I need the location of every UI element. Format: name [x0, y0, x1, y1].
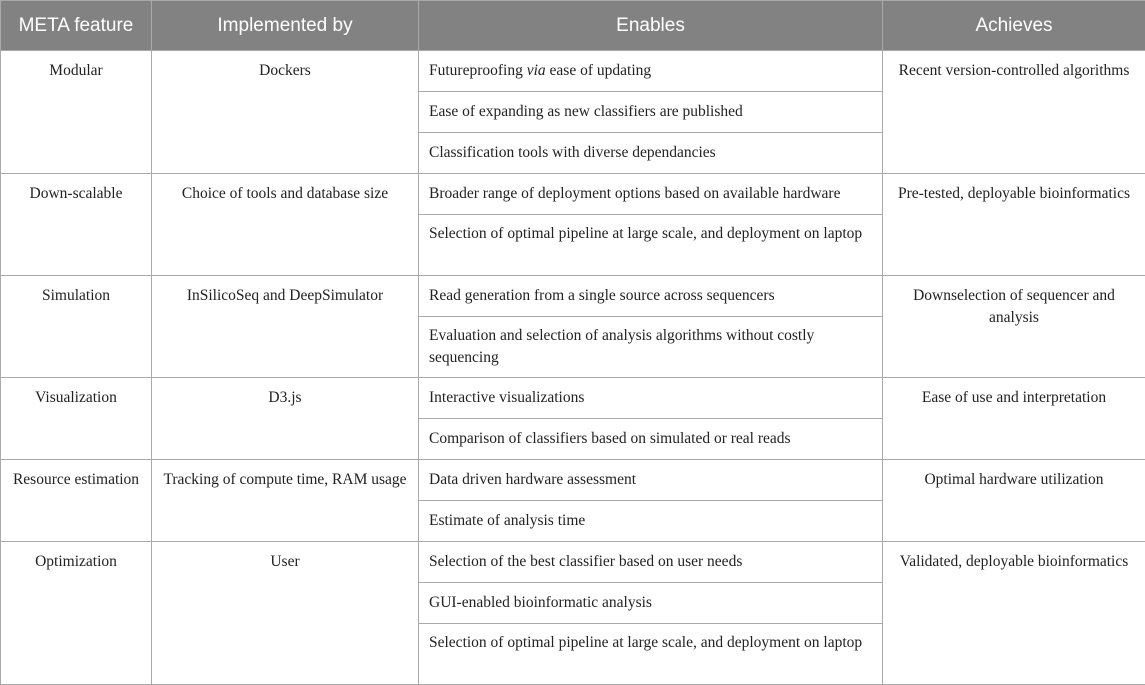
feature-cell: Optimization	[1, 542, 152, 685]
implemented-by-cell: Dockers	[152, 51, 419, 174]
achieves-cell: Optimal hardware utilization	[883, 460, 1145, 542]
enables-cell	[419, 51, 883, 92]
implemented-by-cell: Choice of tools and database size	[152, 174, 419, 276]
header-enables: Enables	[419, 1, 883, 51]
table-header	[1, 1, 1145, 51]
enables-cell: Selection of the best classifier based on user needs	[419, 542, 883, 583]
enables-cell: Selection of optimal pipeline at large scale, and deployment on laptop	[419, 215, 883, 276]
enables-cell: Comparison of classifiers based on simulated or real reads	[419, 419, 883, 460]
table-row	[1, 378, 1145, 419]
header-row	[1, 1, 1145, 51]
implemented-by-cell: User	[152, 542, 419, 685]
table-row	[1, 51, 1145, 92]
feature-cell: Simulation	[1, 276, 152, 378]
enables-cell: Data driven hardware assessment	[419, 460, 883, 501]
table-row	[1, 542, 1145, 583]
achieves-cell: Recent version-controlled algorithms	[883, 51, 1145, 174]
enables-cell: Selection of optimal pipeline at large scale, and deployment on laptop	[419, 624, 883, 685]
header-achieves: Achieves	[883, 1, 1145, 51]
enables-cell: GUI-enabled bioinformatic analysis	[419, 583, 883, 624]
enables-cell: Estimate of analysis time	[419, 501, 883, 542]
enables-cell: Classification tools with diverse dependancies	[419, 133, 883, 174]
enables-cell: Interactive visualizations	[419, 378, 883, 419]
table-row	[1, 460, 1145, 501]
achieves-cell: Validated, deployable bioinformatics	[883, 542, 1145, 685]
enables-text: Futureproofing	[429, 62, 527, 79]
achieves-cell: Ease of use and interpretation	[883, 378, 1145, 460]
feature-cell: Down-scalable	[1, 174, 152, 276]
feature-cell: Visualization	[1, 378, 152, 460]
feature-cell: Resource estimation	[1, 460, 152, 542]
enables-cell: Evaluation and selection of analysis algorithms without costly sequencing	[419, 317, 883, 378]
achieves-cell: Pre-tested, deployable bioinformatics	[883, 174, 1145, 276]
header-implemented-by: Implemented by	[152, 1, 419, 51]
implemented-by-cell: Tracking of compute time, RAM usage	[152, 460, 419, 542]
enables-cell: Broader range of deployment options based on available hardware	[419, 174, 883, 215]
table-body	[1, 51, 1145, 685]
header-meta-feature: META feature	[1, 1, 152, 51]
table-row	[1, 276, 1145, 317]
implemented-by-cell: D3.js	[152, 378, 419, 460]
achieves-cell: Downselection of sequencer and analysis	[883, 276, 1145, 378]
implemented-by-cell: InSilicoSeq and DeepSimulator	[152, 276, 419, 378]
enables-emphasis: via	[527, 62, 546, 79]
enables-cell: Read generation from a single source across sequencers	[419, 276, 883, 317]
enables-cell: Ease of expanding as new classifiers are published	[419, 92, 883, 133]
enables-text: ease of updating	[546, 62, 651, 79]
feature-cell: Modular	[1, 51, 152, 174]
table-row	[1, 174, 1145, 215]
